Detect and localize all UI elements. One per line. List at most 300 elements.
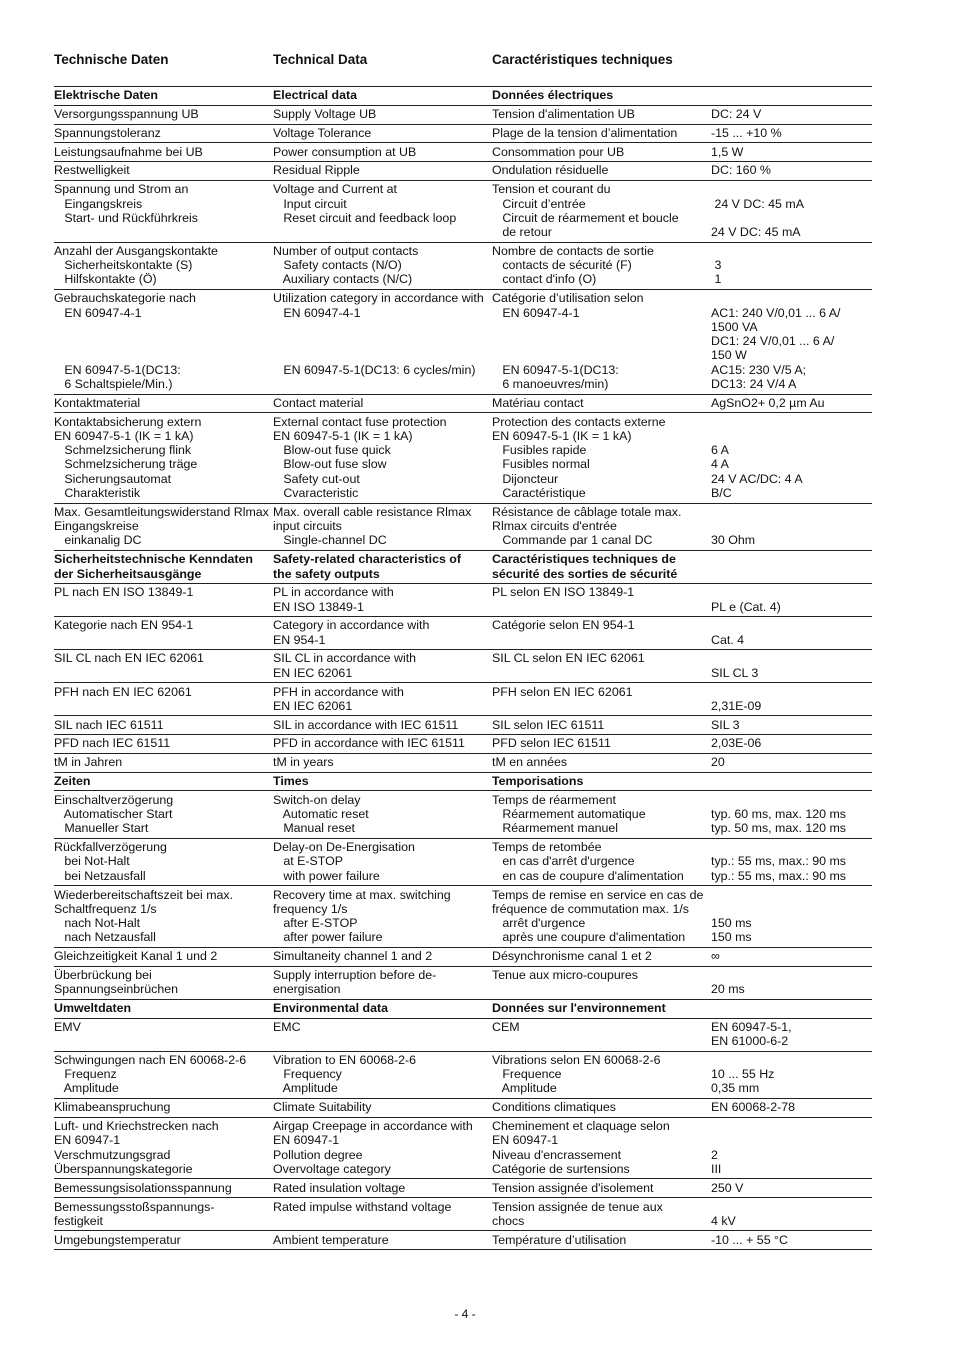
cell-line: Ambient temperature <box>273 1232 389 1247</box>
cell-line: Reset circuit and feedback loop <box>273 210 457 225</box>
cell-line: Tension assignée de tenue aux <box>492 1199 663 1214</box>
cell-line: Klimabeanspruchung <box>54 1100 171 1115</box>
cell-line: PFD in accordance with IEC 61511 <box>273 736 465 751</box>
cell-german <box>54 718 273 732</box>
cell-value <box>711 182 872 239</box>
cell-line: Frequency <box>273 1067 342 1082</box>
cell-line: ∞ <box>711 949 720 964</box>
cell-line: Dijoncteur <box>492 471 559 486</box>
cell-german <box>54 949 273 963</box>
cell-english <box>273 1020 492 1049</box>
cell-line: Fusibles rapide <box>492 443 587 458</box>
cell-value <box>711 840 872 883</box>
cell-line: typ. 60 ms, max. 120 ms <box>711 807 846 822</box>
cell-line: Eingangskreise <box>54 519 139 534</box>
cell-line: en cas de coupure d'alimentation <box>492 868 684 883</box>
cell-line <box>273 1214 492 1228</box>
cell-french <box>492 126 711 140</box>
cell-line: Times <box>273 773 309 788</box>
cell-french <box>492 949 711 963</box>
cell-english <box>273 888 492 945</box>
table-row <box>54 181 872 243</box>
cell-line: SIL CL selon EN IEC 62061 <box>492 651 645 666</box>
cell-line: Airgap Creepage in accordance with <box>273 1119 473 1134</box>
cell-line: SIL CL in accordance with <box>273 651 417 666</box>
cell-line: Tension d'alimentation UB <box>492 107 635 122</box>
cell-english <box>273 291 492 391</box>
section-header-row <box>54 773 872 792</box>
cell-german <box>54 1119 273 1176</box>
cell-line <box>711 1053 872 1067</box>
cell-line: tM in Jahren <box>54 755 123 770</box>
cell-english <box>273 651 492 680</box>
cell-line: Luft- und Kriechstrecken nach <box>54 1119 219 1134</box>
cell-line: Amplitude <box>492 1081 557 1096</box>
cell-line: Max. Gesamtleitungswiderstand Rlmax <box>54 504 269 519</box>
cell-line: EN 60947-1 <box>273 1133 340 1148</box>
cell-english <box>273 1233 492 1247</box>
table-row <box>54 948 872 967</box>
table-row <box>54 413 872 503</box>
cell-line: Category in accordance with <box>273 618 430 633</box>
table-row <box>54 1019 872 1052</box>
cell-line: 10 ... 55 Hz <box>711 1067 775 1082</box>
cell-line: Vibrations selon EN 60068-2-6 <box>492 1052 661 1067</box>
cell-value <box>711 505 872 548</box>
cell-line <box>54 600 273 614</box>
cell-english <box>273 618 492 647</box>
cell-value <box>711 88 872 102</box>
header-english: Technical Data <box>273 52 368 67</box>
cell-line: Sicherheitskontakte (S) <box>54 258 193 273</box>
cell-english <box>273 755 492 769</box>
cell-line: Blow-out fuse slow <box>273 457 387 472</box>
cell-value <box>711 736 872 750</box>
cell-line: EN 60947-5-1 (IK = 1 kA) <box>492 428 632 443</box>
cell-line: input circuits <box>273 519 342 534</box>
cell-line: AC1: 240 V/0,01 ... 6 A/ <box>711 305 841 320</box>
cell-english <box>273 1001 492 1015</box>
cell-line: EN 60947-5-1, <box>711 1019 792 1034</box>
cell-line <box>711 618 872 632</box>
cell-line: DC13: 24 V/4 A <box>711 377 797 392</box>
cell-value <box>711 1200 872 1229</box>
cell-line <box>273 320 492 334</box>
cell-french <box>492 1200 711 1229</box>
cell-line: -15 ... +10 % <box>711 125 782 140</box>
cell-french <box>492 291 711 391</box>
cell-line: the safety outputs <box>273 566 380 581</box>
cell-line <box>711 774 872 788</box>
cell-english <box>273 1053 492 1096</box>
cell-german <box>54 1100 273 1114</box>
cell-line: Gleichzeitigkeit Kanal 1 und 2 <box>54 949 218 964</box>
cell-line <box>54 1034 273 1048</box>
cell-german <box>54 1181 273 1195</box>
cell-english <box>273 182 492 239</box>
cell-french <box>492 585 711 614</box>
cell-line: Circuit d’entrée <box>492 196 586 211</box>
cell-french <box>492 840 711 883</box>
cell-line <box>492 633 711 647</box>
cell-line: 30 Ohm <box>711 533 756 548</box>
cell-line: Automatischer Start <box>54 807 173 822</box>
cell-english <box>273 585 492 614</box>
cell-line: PFH selon EN IEC 62061 <box>492 684 633 699</box>
table-row <box>54 735 872 754</box>
cell-line: Umgebungstemperatur <box>54 1232 181 1247</box>
cell-line: typ.: 55 ms, max.: 90 ms <box>711 868 846 883</box>
cell-french <box>492 793 711 836</box>
cell-line: Bemessungsstoßspannungs- <box>54 1199 215 1214</box>
cell-line: EN 60068-2-78 <box>711 1100 796 1115</box>
cell-line: Recovery time at max. switching <box>273 887 451 902</box>
cell-line: 24 V DC: 45 mA <box>711 196 804 211</box>
cell-line: SIL CL 3 <box>711 665 759 680</box>
cell-line: Cheminement et claquage selon <box>492 1119 670 1134</box>
cell-line: der Sicherheitsausgänge <box>54 566 202 581</box>
cell-line: 20 ms <box>711 982 745 997</box>
cell-line: Rlmax circuits d'entrée <box>492 519 617 534</box>
cell-line: with power failure <box>273 868 380 883</box>
cell-line: EMC <box>273 1019 301 1034</box>
cell-line <box>54 633 273 647</box>
table-row <box>54 584 872 617</box>
cell-line: Spannungseinbrüchen <box>54 982 179 997</box>
cell-line: Max. overall cable resistance Rlmax <box>273 504 472 519</box>
cell-line: PFH nach EN IEC 62061 <box>54 684 192 699</box>
cell-line: Schmelzsicherung träge <box>54 457 198 472</box>
cell-english <box>273 718 492 732</box>
cell-value <box>711 888 872 945</box>
cell-line: EN 60947-5-1(DC13: <box>54 362 181 377</box>
cell-line: Tension et courant du <box>492 182 611 197</box>
cell-line: tM en années <box>492 755 568 770</box>
cell-value <box>711 107 872 121</box>
cell-line: Cvaracteristic <box>273 486 359 501</box>
table-row <box>54 1179 872 1198</box>
cell-line: Protection des contacts externe <box>492 414 666 429</box>
header-french: Caractéristiques techniques <box>492 52 673 67</box>
cell-german <box>54 1200 273 1229</box>
cell-line <box>273 225 492 239</box>
cell-german <box>54 145 273 159</box>
cell-line: PL selon EN ISO 13849-1 <box>492 585 635 600</box>
cell-line: 24 V AC/DC: 4 A <box>711 471 803 486</box>
cell-line <box>54 225 273 239</box>
cell-line: 6 Schaltspiele/Min.) <box>54 377 173 392</box>
cell-line: frequency 1/s <box>273 901 348 916</box>
cell-line: Amplitude <box>54 1081 119 1096</box>
cell-line: -10 ... + 55 °C <box>711 1232 788 1247</box>
cell-line: External contact fuse protection <box>273 414 447 429</box>
cell-line: Manueller Start <box>54 821 149 836</box>
cell-line: CEM <box>492 1019 520 1034</box>
cell-german <box>54 163 273 177</box>
table-row <box>54 839 872 886</box>
cell-french <box>492 755 711 769</box>
cell-line: après une coupure d'alimentation <box>492 930 686 945</box>
cell-german <box>54 1001 273 1015</box>
cell-line: 6 A <box>711 443 729 458</box>
column-headers <box>54 52 872 67</box>
cell-english <box>273 968 492 997</box>
cell-line: PL in accordance with <box>273 585 394 600</box>
table-row <box>54 967 872 1000</box>
cell-french <box>492 968 711 997</box>
cell-german <box>54 505 273 548</box>
cell-line: Tension assignée d'isolement <box>492 1180 654 1195</box>
cell-line: SIL nach IEC 61511 <box>54 717 164 732</box>
cell-line: SIL 3 <box>711 717 740 732</box>
cell-line: Residual Ripple <box>273 163 360 178</box>
cell-line <box>492 666 711 680</box>
cell-line: Schaltfrequenz 1/s <box>54 901 157 916</box>
cell-line: Spannungstoleranz <box>54 125 161 140</box>
cell-line: 2,03E-06 <box>711 736 762 751</box>
cell-line: EMV <box>54 1019 81 1034</box>
cell-english <box>273 793 492 836</box>
cell-line <box>273 348 492 362</box>
cell-line: Automatic reset <box>273 807 369 822</box>
cell-line: Cat. 4 <box>711 632 745 647</box>
cell-line: Tenue aux micro-coupures <box>492 967 639 982</box>
cell-english <box>273 774 492 788</box>
cell-french <box>492 1233 711 1247</box>
cell-german <box>54 585 273 614</box>
cell-line: Zeiten <box>54 773 91 788</box>
cell-value <box>711 685 872 714</box>
cell-line: Environmental data <box>273 1001 388 1016</box>
cell-value <box>711 774 872 788</box>
cell-line: EN 60947-5-1(DC13: <box>492 362 619 377</box>
cell-line: Input circuit <box>273 196 347 211</box>
cell-value <box>711 718 872 732</box>
cell-line: PL nach EN ISO 13849-1 <box>54 585 194 600</box>
cell-line: Données électriques <box>492 88 614 103</box>
cell-french <box>492 396 711 410</box>
cell-line <box>711 291 872 305</box>
cell-line: Caractéristique <box>492 486 586 501</box>
cell-line: Simultaneity channel 1 and 2 <box>273 949 433 964</box>
cell-line: nach Not-Halt <box>54 916 141 931</box>
cell-english <box>273 552 492 581</box>
cell-line: 4 kV <box>711 1213 736 1228</box>
cell-english <box>273 396 492 410</box>
cell-line: Temps de remise en service en cas de <box>492 887 704 902</box>
cell-english <box>273 415 492 501</box>
cell-line <box>492 348 711 362</box>
cell-line: 150 W <box>711 348 747 363</box>
cell-line: energisation <box>273 982 341 997</box>
cell-line: Schwingungen nach EN 60068-2-6 <box>54 1052 247 1067</box>
cell-line <box>711 244 872 258</box>
cell-value <box>711 1100 872 1114</box>
cell-line: Désynchronisme canal 1 et 2 <box>492 949 652 964</box>
cell-german <box>54 552 273 581</box>
cell-line: Elektrische Daten <box>54 88 158 103</box>
cell-line <box>492 320 711 334</box>
cell-line: Umweltdaten <box>54 1001 132 1016</box>
cell-line: Single-channel DC <box>273 533 387 548</box>
cell-line: typ.: 55 ms, max.: 90 ms <box>711 854 846 869</box>
cell-french <box>492 145 711 159</box>
cell-english <box>273 163 492 177</box>
cell-line: Schmelzsicherung flink <box>54 443 192 458</box>
cell-line: sécurité des sorties de sécurité <box>492 566 678 581</box>
cell-line: 1,5 W <box>711 144 744 159</box>
cell-line: chocs <box>492 1213 525 1228</box>
cell-value <box>711 651 872 680</box>
cell-value <box>711 1020 872 1049</box>
cell-line: Réarmement automatique <box>492 807 646 822</box>
cell-line <box>711 888 872 902</box>
cell-line <box>711 567 872 581</box>
cell-english <box>273 244 492 287</box>
cell-line: EN IEC 62061 <box>273 665 353 680</box>
page-number: - 4 - <box>454 1307 476 1321</box>
cell-line: Matériau contact <box>492 395 584 410</box>
cell-line: Amplitude <box>273 1081 338 1096</box>
cell-line: Caractéristiques techniques de <box>492 552 676 567</box>
cell-line: Auxiliary contacts (N/C) <box>273 272 413 287</box>
cell-line: Nombre de contacts de sortie <box>492 243 654 258</box>
cell-value <box>711 968 872 997</box>
cell-english <box>273 88 492 102</box>
cell-french <box>492 107 711 121</box>
cell-english <box>273 145 492 159</box>
cell-line: Consommation pour UB <box>492 144 625 159</box>
cell-line: tM in years <box>273 755 334 770</box>
cell-line: Verschmutzungsgrad <box>54 1147 171 1162</box>
cell-line: Catégorie de surtensions <box>492 1161 630 1176</box>
cell-line: DC1: 24 V/0,01 ... 6 A/ <box>711 334 835 349</box>
cell-line <box>711 519 872 533</box>
cell-value <box>711 291 872 391</box>
cell-line <box>711 552 872 566</box>
cell-line: PL e (Cat. 4) <box>711 599 781 614</box>
cell-french <box>492 1100 711 1114</box>
cell-line: Catégorie d’utilisation selon <box>492 291 644 306</box>
table-row <box>54 395 872 414</box>
cell-line: Pollution degree <box>273 1147 363 1162</box>
cell-value <box>711 163 872 177</box>
cell-value <box>711 552 872 581</box>
cell-line: Hilfskontakte (Ö) <box>54 272 157 287</box>
cell-english <box>273 1181 492 1195</box>
cell-french <box>492 736 711 750</box>
table-row <box>54 243 872 290</box>
cell-line <box>711 968 872 982</box>
cell-value <box>711 755 872 769</box>
cell-german <box>54 291 273 391</box>
cell-german <box>54 685 273 714</box>
cell-line: typ. 50 ms, max. 120 ms <box>711 821 846 836</box>
cell-german <box>54 1053 273 1096</box>
cell-line: Kontaktabsicherung extern <box>54 414 202 429</box>
cell-line <box>711 585 872 599</box>
cell-german <box>54 618 273 647</box>
cell-line: 6 manoeuvres/min) <box>492 377 609 392</box>
cell-german <box>54 244 273 287</box>
cell-line: EN 60947-5-1(DC13: 6 cycles/min) <box>273 362 476 377</box>
cell-french <box>492 88 711 102</box>
cell-line: Electrical data <box>273 88 358 103</box>
cell-english <box>273 107 492 121</box>
cell-line: 2 <box>711 1147 718 1162</box>
cell-line: Supply interruption before de- <box>273 967 437 982</box>
cell-line: 150 ms <box>711 930 752 945</box>
cell-english <box>273 685 492 714</box>
cell-value <box>711 1119 872 1176</box>
cell-line <box>711 1133 872 1147</box>
cell-line: Conditions climatiques <box>492 1100 616 1115</box>
cell-line: Überspannungskategorie <box>54 1161 193 1176</box>
cell-line: AgSnO2+ 0,2 µm Au <box>711 395 825 410</box>
cell-line: bei Netzausfall <box>54 868 146 883</box>
cell-value <box>711 126 872 140</box>
cell-line: Vibration to EN 60068-2-6 <box>273 1052 417 1067</box>
cell-line: Temporisations <box>492 773 584 788</box>
cell-french <box>492 182 711 239</box>
cell-french <box>492 163 711 177</box>
cell-german <box>54 793 273 836</box>
cell-line <box>711 793 872 807</box>
cell-line: Rückfallverzögerung <box>54 840 167 855</box>
cell-line <box>492 334 711 348</box>
cell-line: Eingangskreis <box>54 196 143 211</box>
cell-german <box>54 888 273 945</box>
cell-line: 4 A <box>711 457 729 472</box>
cell-line: 24 V DC: 45 mA <box>711 225 801 240</box>
cell-german <box>54 1233 273 1247</box>
cell-line: Spannung und Strom an <box>54 182 189 197</box>
cell-line: Gebrauchskategorie nach <box>54 291 196 306</box>
cell-line: Temps de réarmement <box>492 792 616 807</box>
cell-line: Frequence <box>492 1067 562 1082</box>
cell-line <box>711 182 872 196</box>
cell-line: EN 60947-5-1 (IK = 1 kA) <box>273 428 413 443</box>
cell-line: Charakteristik <box>54 486 141 501</box>
cell-english <box>273 840 492 883</box>
cell-value <box>711 793 872 836</box>
cell-english <box>273 505 492 548</box>
cell-line: Switch-on delay <box>273 792 361 807</box>
cell-line <box>711 1001 872 1015</box>
table-row <box>54 162 872 181</box>
cell-french <box>492 552 711 581</box>
table-row <box>54 650 872 683</box>
cell-line: einkanalig DC <box>54 533 142 548</box>
cell-line: EN 60947-4-1 <box>492 305 580 320</box>
cell-line: EN 60947-5-1 (IK = 1 kA) <box>54 428 194 443</box>
table-row <box>54 1231 872 1250</box>
cell-line: Circuit de réarmement et boucle <box>492 210 679 225</box>
cell-line: EN 60947-4-1 <box>54 305 142 320</box>
cell-line <box>711 88 872 102</box>
cell-value <box>711 415 872 501</box>
cell-line <box>711 840 872 854</box>
cell-german <box>54 736 273 750</box>
cell-value <box>711 1233 872 1247</box>
cell-value <box>711 1181 872 1195</box>
cell-value <box>711 1053 872 1096</box>
technical-data-table <box>54 86 872 1250</box>
cell-line: festigkeit <box>54 1213 103 1228</box>
cell-line: Kategorie nach EN 954-1 <box>54 618 194 633</box>
cell-english <box>273 1200 492 1229</box>
cell-line <box>711 902 872 916</box>
